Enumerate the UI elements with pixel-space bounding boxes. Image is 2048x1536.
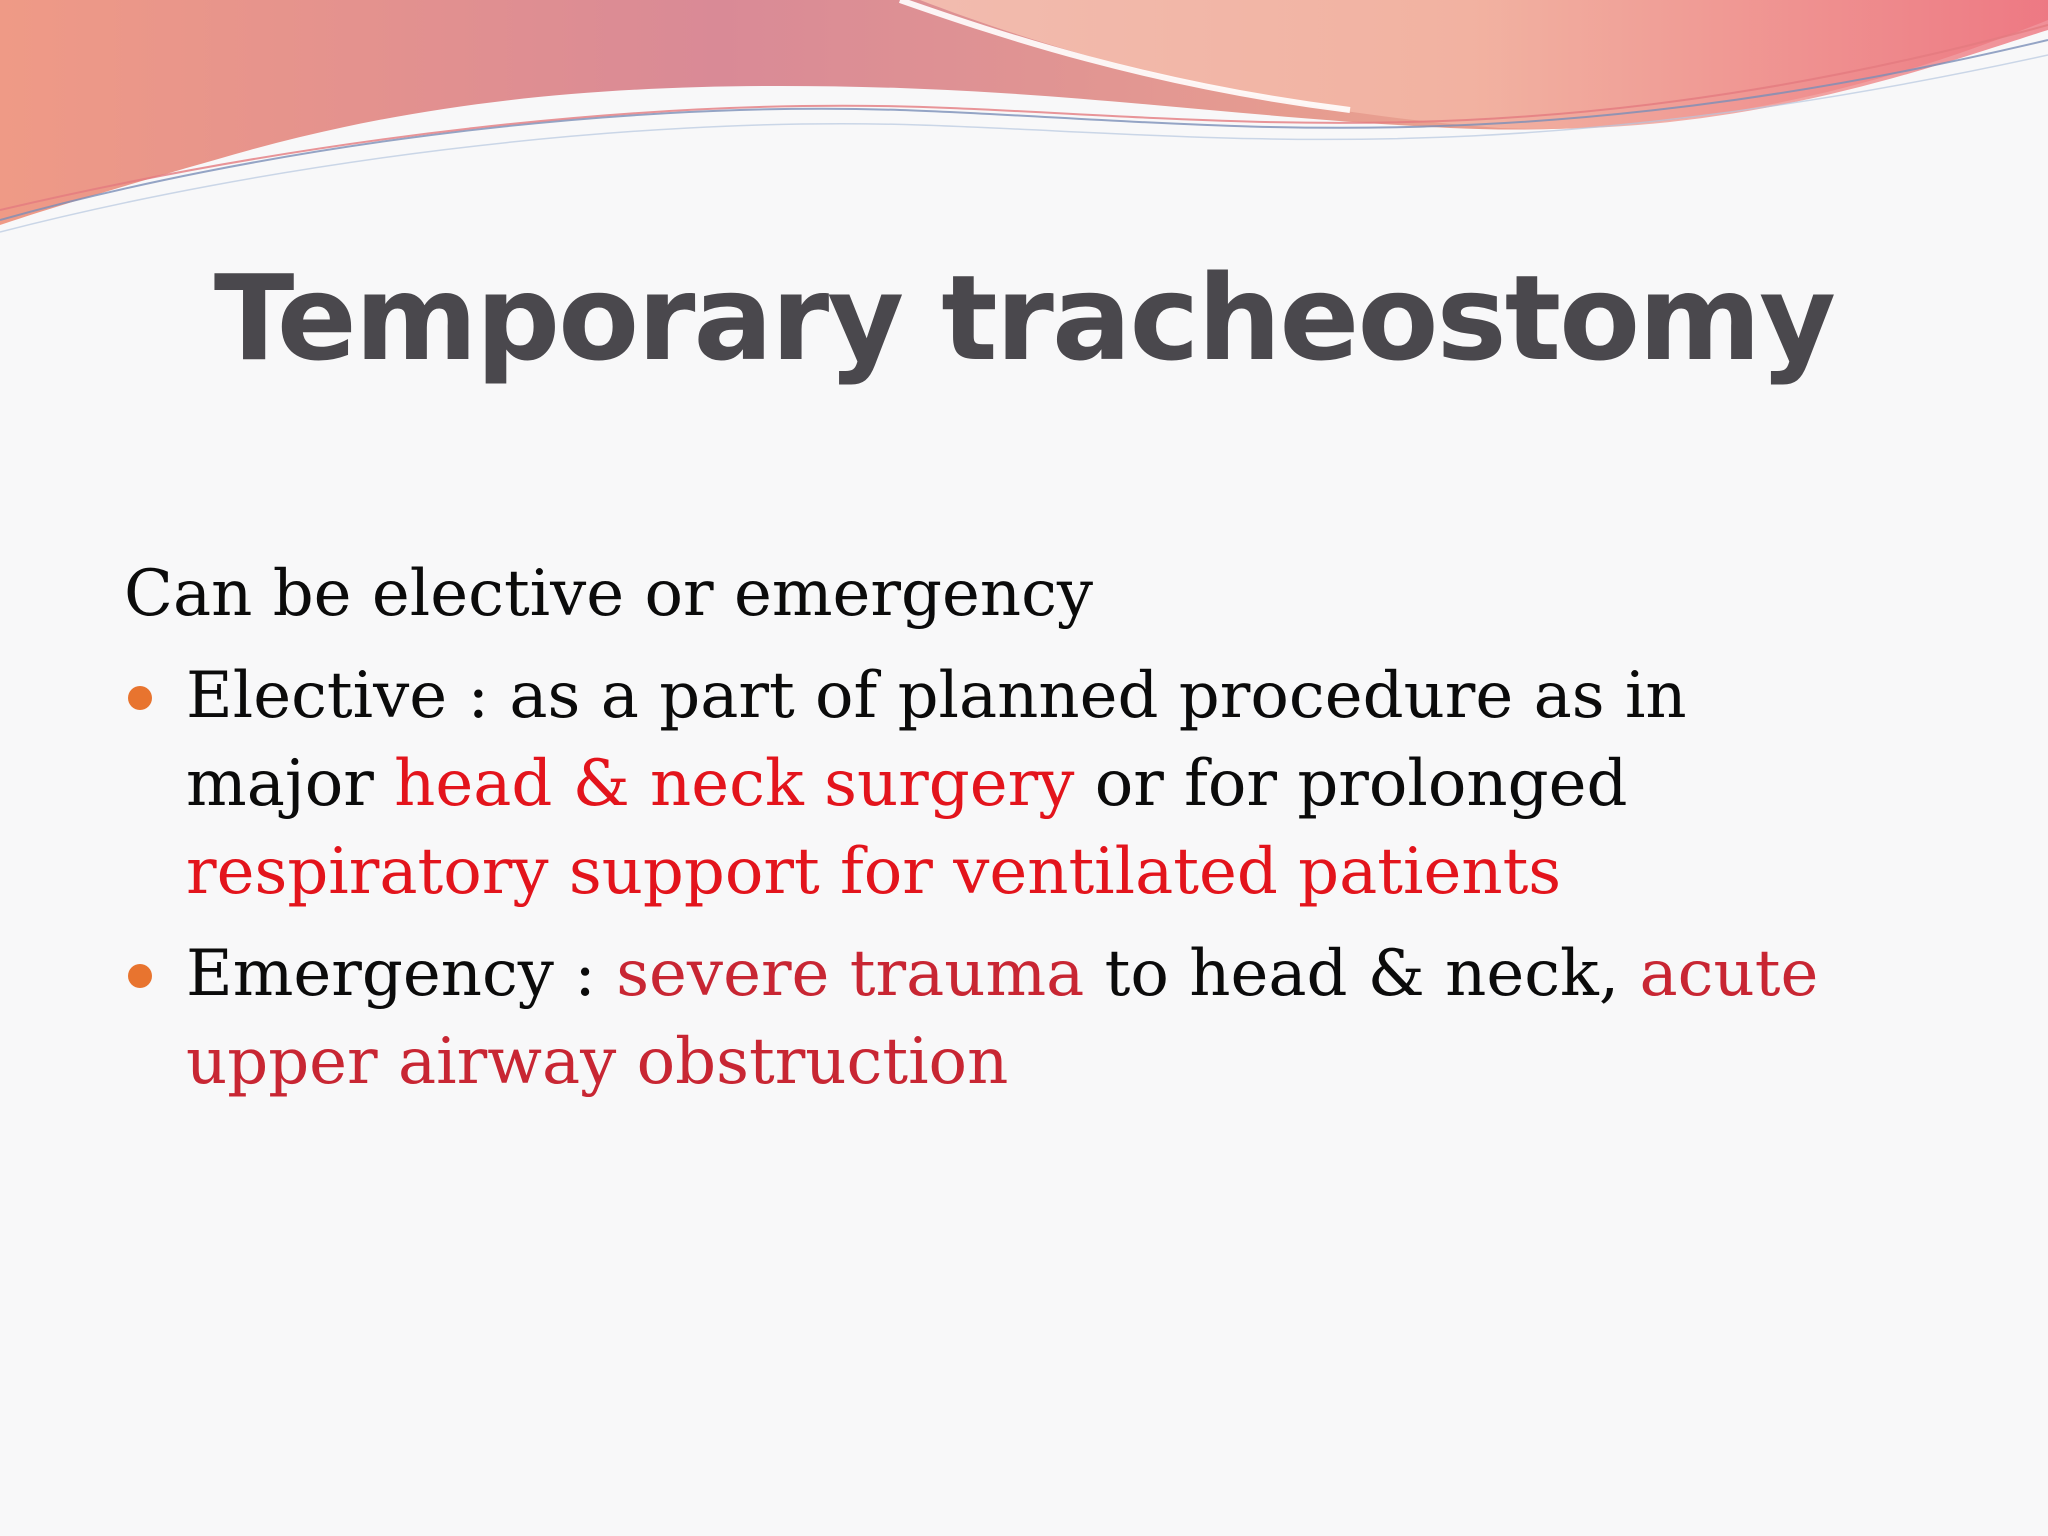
highlight-text: head & neck surgery	[394, 747, 1075, 821]
bullet-emergency	[124, 930, 1844, 1106]
wave-decoration	[0, 0, 2048, 260]
bullet-list	[124, 652, 1844, 1106]
bullet-dot-icon	[128, 964, 152, 988]
bullet-text: Elective : as a part of planned procedure as in major	[186, 659, 1687, 821]
bullet-text: or for prolonged	[1074, 747, 1628, 821]
slide-body	[124, 550, 1844, 1120]
bullet-text: to head & neck,	[1084, 937, 1640, 1011]
intro-line: Can be elective or emergency	[124, 557, 1094, 631]
bullet-elective	[124, 652, 1844, 916]
highlight-text: severe trauma	[616, 937, 1085, 1011]
highlight-text: acute upper airway obstruction	[186, 937, 1819, 1099]
bullet-dot-icon	[128, 686, 152, 710]
highlight-text: respiratory support for ventilated patients	[186, 835, 1562, 909]
slide-title: Temporary tracheostomy	[213, 249, 1835, 387]
bullet-text: Emergency :	[186, 937, 617, 1011]
